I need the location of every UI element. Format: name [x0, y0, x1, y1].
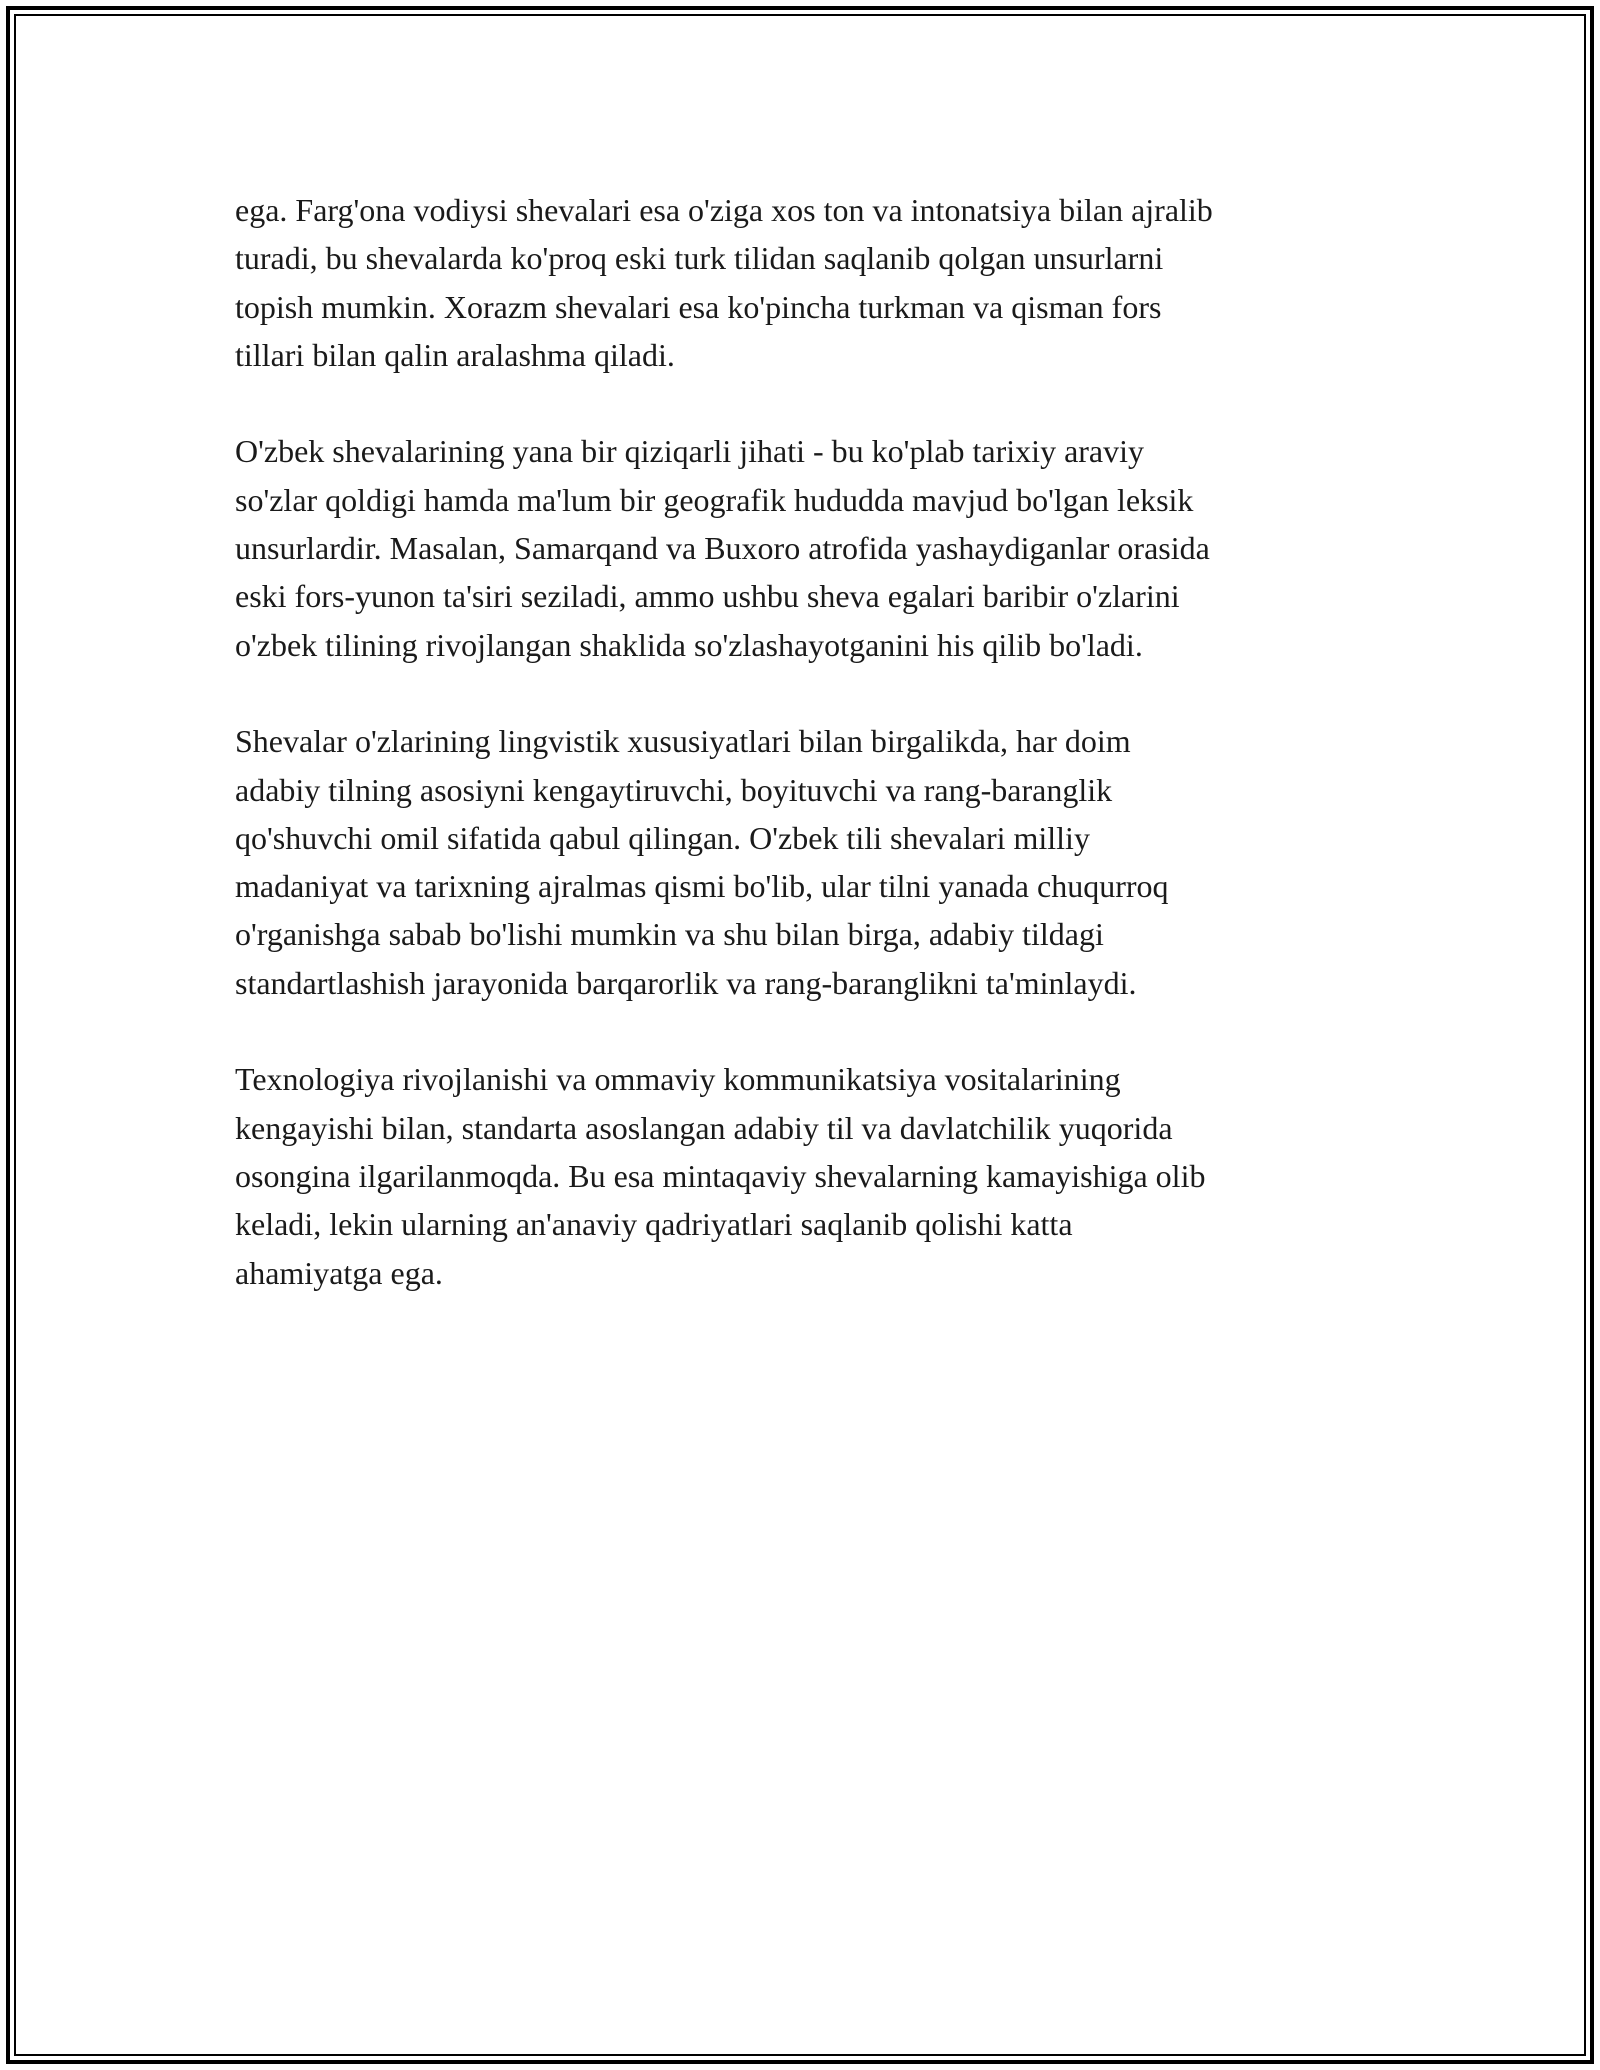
text-line: osongina ilgarilanmoqda. Bu esa mintaqaviy shevalarning kamayishiga olib [235, 1157, 1206, 1194]
text-line: O'zbek shevalarining yana bir qiziqarli jihati - bu ko'plab tarixiy araviy [235, 433, 1145, 470]
text-line: standartlashish jarayonida barqarorlik va rang-baranglikni ta'minlaydi. [235, 964, 1137, 1001]
text-line: turadi, bu shevalarda ko'proq eski turk tilidan saqlanib qolgan unsurlarni [235, 240, 1164, 277]
paragraph-4 [235, 1055, 1375, 1296]
paragraph-1 [235, 186, 1375, 379]
text-line: ahamiyatga ega. [235, 1254, 443, 1291]
text-line: keladi, lekin ularning an'anaviy qadriyatlari saqlanib qolishi katta [235, 1206, 1073, 1243]
text-line: eski fors-yunon ta'siri seziladi, ammo ushbu sheva egalari baribir o'zlarini [235, 578, 1180, 615]
text-line: kengayishi bilan, standarta asoslangan adabiy til va davlatchilik yuqorida [235, 1109, 1173, 1146]
text-line: madaniyat va tarixning ajralmas qismi bo'lib, ular tilni yanada chuqurroq [235, 868, 1169, 905]
document-body [235, 186, 1375, 1345]
text-line: o'zbek tilining rivojlangan shaklida so'zlashayotganini his qilib bo'ladi. [235, 626, 1143, 663]
text-line: so'zlar qoldigi hamda ma'lum bir geografik hududda mavjud bo'lgan leksik [235, 481, 1194, 518]
text-line: adabiy tilning asosiyni kengaytiruvchi, boyituvchi va rang-baranglik [235, 771, 1113, 808]
text-line: topish mumkin. Xorazm shevalari esa ko'pincha turkman va qisman fors [235, 288, 1162, 325]
text-line: qo'shuvchi omil sifatida qabul qilingan. O'zbek tili shevalari milliy [235, 819, 1090, 856]
text-line: unsurlardir. Masalan, Samarqand va Buxoro atrofida yashaydiganlar orasida [235, 530, 1210, 567]
text-line: o'rganishga sabab bo'lishi mumkin va shu bilan birga, adabiy tildagi [235, 916, 1104, 953]
text-line: Shevalar o'zlarining lingvistik xususiyatlari bilan birgalikda, har doim [235, 723, 1131, 760]
paragraph-2 [235, 427, 1375, 668]
text-line: Texnologiya rivojlanishi va ommaviy kommunikatsiya vositalarining [235, 1061, 1121, 1098]
text-line: ega. Farg'ona vodiysi shevalari esa o'ziga xos ton va intonatsiya bilan ajralib [235, 192, 1213, 228]
paragraph-3 [235, 717, 1375, 1007]
text-line: tillari bilan qalin aralashma qiladi. [235, 336, 675, 373]
